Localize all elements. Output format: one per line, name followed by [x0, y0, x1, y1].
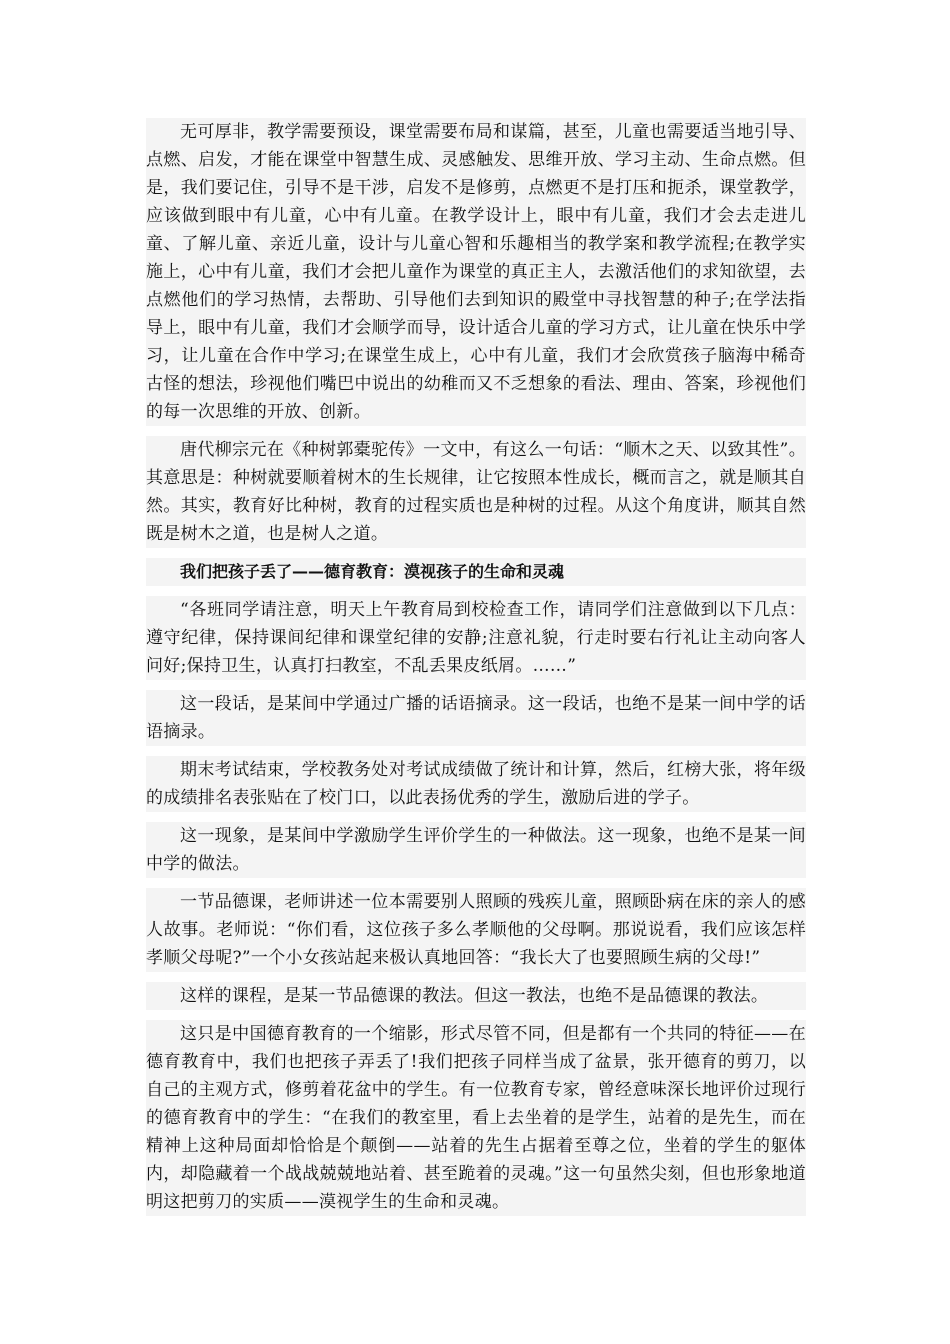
document-page [146, 118, 806, 1226]
paragraph: 无可厚非，教学需要预设，课堂需要布局和谋篇，甚至，儿童也需要适当地引导、点燃、启发，才能在课堂中智慧生成、灵感触发、思维开放、学习主动、生命点燃。但是，我们要记住，引导不是干涉，启发不是修剪，点燃更不是打压和扼杀，课堂教学，应该做到眼中有儿童，心中有儿童。在教学设计上，眼中有儿童，我们才会去走进儿童、了解儿童、亲近儿童，设计与儿童心智和乐趣相当的教学案和教学流程;在教学实施上，心中有儿童，我们才会把儿童作为课堂的真正主人，去激活他们的求知欲望，去点燃他们的学习热情，去帮助、引导他们去到知识的殿堂中寻找智慧的种子;在学法指导上，眼中有儿童，我们才会顺学而导，设计适合儿童的学习方式，让儿童在快乐中学习，让儿童在合作中学习;在课堂生成上，心中有儿童，我们才会欣赏孩子脑海中稀奇古怪的想法，珍视他们嘴巴中说出的幼稚而又不乏想象的看法、理由、答案，珍视他们的每一次思维的开放、创新。 [146, 118, 806, 426]
paragraph: 期末考试结束，学校教务处对考试成绩做了统计和计算，然后，红榜大张，将年级的成绩排名表张贴在了校门口，以此表扬优秀的学生，激励后进的学子。 [146, 756, 806, 812]
paragraph: 这一段话，是某间中学通过广播的话语摘录。这一段话，也绝不是某一间中学的话语摘录。 [146, 690, 806, 746]
paragraph: 这一现象，是某间中学激励学生评价学生的一种做法。这一现象，也绝不是某一间中学的做法。 [146, 822, 806, 878]
paragraph: “各班同学请注意，明天上午教育局到校检查工作，请同学们注意做到以下几点：遵守纪律，保持课间纪律和课堂纪律的安静;注意礼貌，行走时要右行礼让主动向客人问好;保持卫生，认真打扫教室，不乱丢果皮纸屑。……” [146, 596, 806, 680]
section-heading: 我们把孩子丢了——德育教育：漠视孩子的生命和灵魂 [146, 558, 806, 586]
paragraph: 一节品德课，老师讲述一位本需要别人照顾的残疾儿童，照顾卧病在床的亲人的感人故事。老师说：“你们看，这位孩子多么孝顺他的父母啊。那说说看，我们应该怎样孝顺父母呢?”一个小女孩站起来极认真地回答：“我长大了也要照顾生病的父母!” [146, 888, 806, 972]
paragraph: 唐代柳宗元在《种树郭橐驼传》一文中，有这么一句话：“顺木之天、以致其性”。其意思是：种树就要顺着树木的生长规律，让它按照本性成长，概而言之，就是顺其自然。其实，教育好比种树，教育的过程实质也是种树的过程。从这个角度讲，顺其自然既是树木之道，也是树人之道。 [146, 436, 806, 548]
paragraph: 这只是中国德育教育的一个缩影，形式尽管不同，但是都有一个共同的特征——在德育教育中，我们也把孩子弄丢了!我们把孩子同样当成了盆景，张开德育的剪刀，以自己的主观方式，修剪着花盆中的学生。有一位教育专家，曾经意味深长地评价过现行的德育教育中的学生：“在我们的教室里，看上去坐着的是学生，站着的是先生，而在精神上这种局面却恰恰是个颠倒——站着的先生占据着至尊之位，坐着的学生的躯体内，却隐藏着一个战战兢兢地站着、甚至跪着的灵魂。”这一句虽然尖刻，但也形象地道明这把剪刀的实质——漠视学生的生命和灵魂。 [146, 1020, 806, 1216]
paragraph: 这样的课程，是某一节品德课的教法。但这一教法，也绝不是品德课的教法。 [146, 982, 806, 1010]
